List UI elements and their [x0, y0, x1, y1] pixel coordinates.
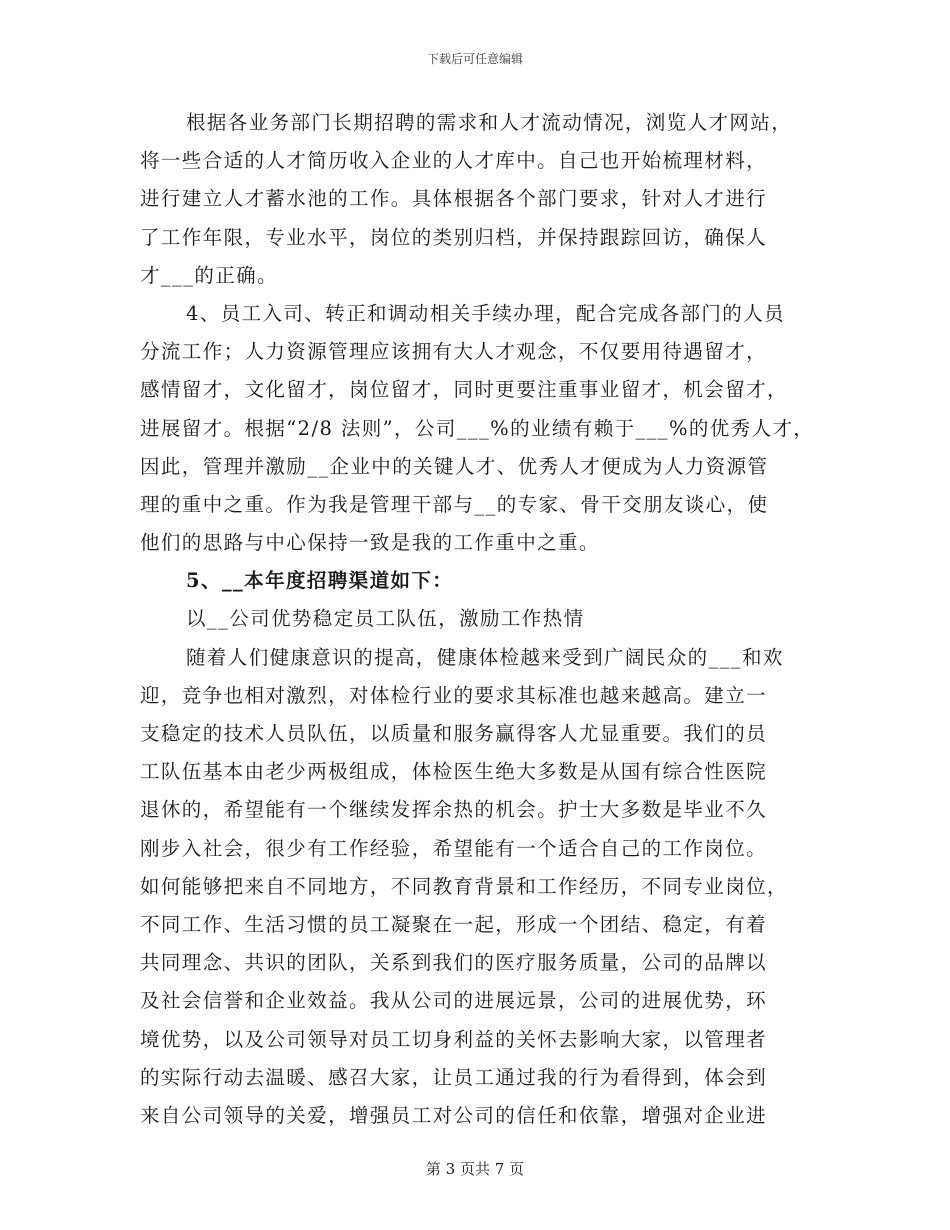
- text-line: 根据各业务部门长期招聘的需求和人才流动情况，浏览人才网站，: [186, 111, 793, 134]
- text-line: 将一些合适的人才简历收入企业的人才库中。自己也开始梳理材料，: [140, 149, 768, 173]
- text-line: 及社会信誉和企业效益。我从公司的进展远景，公司的进展优势，环: [140, 989, 768, 1013]
- text-line: 支稳定的技术人员队伍，以质量和服务赢得客人尤显重要。我们的员: [140, 722, 768, 745]
- text-line: 共同理念、共识的团队，关系到我们的医疗服务质量，公司的品牌以: [140, 951, 768, 975]
- text-line: 因此，管理并激励__企业中的关键人才、优秀人才便成为人力资源管: [140, 454, 769, 478]
- text-line: 如何能够把来自不同地方，不同教育背景和工作经历，不同专业岗位，: [140, 874, 788, 898]
- text-line: 迎，竞争也相对激烈，对体检行业的要求其标准也越来越高。建立一: [140, 683, 768, 707]
- text-line: 感情留才，文化留才，岗位留才，同时更要注重事业留才，机会留才，: [140, 378, 788, 402]
- text-line: 不同工作、生活习惯的员工凝聚在一起，形成一个团结、稳定，有着: [140, 912, 768, 936]
- text-line: 进行建立人才蓄水池的工作。具体根据各个部门要求，针对人才进行: [140, 187, 768, 211]
- text-line: 随着人们健康意识的提高，健康体检越来受到广阔民众的___和欢: [186, 645, 784, 669]
- text-line: 来自公司领导的关爱，增强员工对公司的信任和依靠，增强对企业进: [140, 1103, 768, 1127]
- page-header-note: 下载后可任意编辑: [426, 52, 523, 66]
- text-line: 境优势，以及公司领导对员工切身利益的关怀去影响大家，以管理者: [140, 1027, 768, 1051]
- text-line: 以__公司优势稳定员工队伍，激励工作热情: [186, 607, 585, 631]
- text-line: 退休的，希望能有一个继续发挥余热的机会。护士大多数是毕业不久: [140, 798, 768, 822]
- text-line: 才___的正确。: [140, 263, 278, 287]
- text-line: 他们的思路与中心保持一致是我的工作重中之重。: [140, 531, 600, 555]
- text-line: 4、员工入司、转正和调动相关手续办理，配合完成各部门的人员: [186, 301, 786, 325]
- text-line: 理的重中之重。作为我是管理干部与__的专家、骨干交朋友谈心，使: [140, 492, 769, 516]
- text-line: 的实际行动去温暖、感召大家，让员工通过我的行为看得到，体会到: [140, 1065, 768, 1089]
- text-line: 刚步入社会，很少有工作经验，希望能有一个适合自己的工作岗位。: [140, 836, 768, 860]
- text-line: 分流工作；人力资源管理应该拥有大人才观念，不仅要用待遇留才，: [140, 340, 768, 364]
- text-line: 进展留才。根据“2/8 法则”，公司___%的业绩有赖于___%的优秀人才，: [140, 416, 815, 440]
- document-body: [140, 104, 830, 1135]
- text-line: 5、__本年度招聘渠道如下：: [186, 569, 454, 593]
- text-line: 工队伍基本由老少两极组成，体检医生绝大多数是从国有综合性医院: [140, 760, 768, 784]
- page-number: 第 3 页共 7 页: [425, 1160, 525, 1178]
- text-line: 了工作年限，专业水平，岗位的类别归档，并保持跟踪回访，确保人: [140, 225, 768, 249]
